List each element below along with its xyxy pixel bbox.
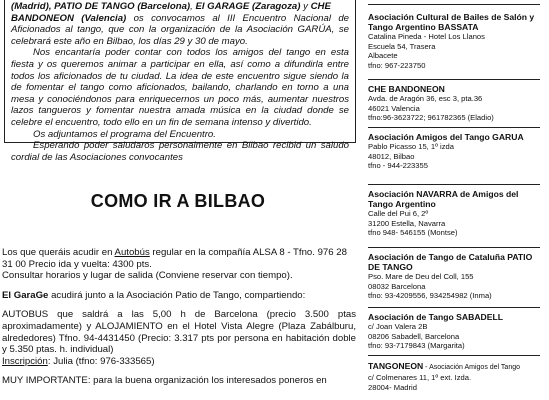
important-note: MUY IMPORTANTE: para la buena organización los interesados poneros en <box>2 375 327 387</box>
garage-paragraph <box>2 290 356 302</box>
program-note: Os adjuntamos el programa del Encuentro. <box>33 128 216 140</box>
org-line: tfno: 93-7179843 (Margarita) <box>368 341 465 350</box>
associations-column <box>368 0 549 400</box>
org-che-bandoneon <box>368 84 542 123</box>
org-line: 48012, Bilbao <box>368 151 415 161</box>
garage-name: El GaraGe <box>2 289 49 301</box>
bus-paragraph <box>2 247 356 270</box>
org-garage: El GARAGE (Zaragoza) <box>195 1 301 12</box>
org-line: Calle del Pui 6, 2º <box>368 209 429 218</box>
org-line: c/ Colmenares 11, 1º ext. Izda. <box>368 373 472 382</box>
garage-text: acudirá junto a la Asociación Patio de Tango, compartiendo: <box>48 289 306 301</box>
org-patio-de-tango <box>368 252 542 301</box>
bus-details: regular en la compañía ALSA 8 - Tfno. 976 28 31 00 Precio ida y vuelta: 4300 pts. <box>2 247 347 270</box>
org-title: Asociación Cultural de Bailes de Salón y Tango Argentino BASSATA <box>368 12 535 32</box>
org-tangoneon <box>368 361 542 392</box>
org-line: tfno:96-3623722; 961782365 (Eladio) <box>368 113 494 122</box>
comma: , <box>190 1 196 12</box>
invitation-text: os convocamos al III Encuentro Nacional de Aficionados al tango, que con la organización de la Asociación GARÚA, se celebrará este año en Bilbao, los días 29 y 30 de mayo. <box>11 12 349 47</box>
invitation-line-1 <box>11 1 349 13</box>
org-patio: PATIO DE TANGO (Barcelona) <box>54 1 191 12</box>
org-line: tfno: 967-223750 <box>368 60 426 70</box>
org-title-suffix: - Asociación Amigos del Tango <box>423 364 520 371</box>
inscription-label: Inscripción <box>2 355 48 367</box>
divider <box>368 184 540 185</box>
org-title: Asociación de Tango SABADELL <box>368 312 503 322</box>
divider <box>368 355 540 356</box>
section-heading: COMO IR A BILBAO <box>90 191 266 211</box>
city-madrid: (Madrid), <box>11 1 55 12</box>
org-line: Albacete <box>368 51 398 60</box>
invitation-box <box>4 0 356 163</box>
travel-info <box>2 247 356 387</box>
org-line: 31200 Estella, Navarra <box>368 218 446 228</box>
org-garua <box>368 132 542 171</box>
org-line: tfno 948- 546155 (Montse) <box>368 228 458 237</box>
org-line: tfno: 93-4209556, 934254982 (Inma) <box>368 291 492 300</box>
bus-hotel-paragraph: AUTOBUS que saldrá a las 5,00 h de Barcelona (precio 3.500 ptas aproximadamente) y ALOJAMIENTO en el Hotel Vista Alegre (Plaza Zabálburu, alrededores) Tfno. 94-4431450 (Precio: 3.317 pts por persona en habitación doble y 5.350 ptas. h. individual) <box>2 309 356 356</box>
org-title <box>368 361 542 373</box>
org-title: Asociación NAVARRA de Amigos del Tango Argentino <box>368 189 519 209</box>
org-line: 08206 Sabadell, Barcelona <box>368 331 460 341</box>
inscription-line <box>2 356 356 368</box>
org-navarra <box>368 189 542 238</box>
divider <box>368 247 540 248</box>
org-line: 28004- Madrid <box>368 382 417 392</box>
autobus-link[interactable]: Autobús <box>114 247 150 258</box>
org-line: 08032 Barcelona <box>368 281 426 291</box>
divider <box>368 4 540 5</box>
org-title: Asociación de Tango de Cataluña PATIO DE TANGO <box>368 252 533 272</box>
org-line: Pablo Picasso 15, 1º izda <box>368 142 454 151</box>
org-line: Escuela 54, Trasera <box>368 41 436 51</box>
divider <box>368 79 540 80</box>
org-title: CHE BANDONEON <box>368 84 445 94</box>
org-line: Pso. Mare de Deu del Coll, 155 <box>368 272 474 281</box>
inscription-contact: : Julia (tfno: 976-333565) <box>47 355 155 367</box>
and-text: y <box>300 1 311 12</box>
org-line: tfno - 944-223355 <box>368 161 428 170</box>
org-line: c/ Joan Valera 2B <box>368 322 428 331</box>
org-che: CHE <box>310 1 331 12</box>
schedule-note: Consultar horarios y lugar de salida (Conviene reservar con tiempo). <box>2 270 293 282</box>
org-bandoneon: BANDONEON (Valencia) <box>11 12 127 24</box>
divider <box>368 127 540 128</box>
org-sabadell <box>368 312 542 351</box>
org-line: Catalina Pineda - Hotel Los Llanos <box>368 32 485 41</box>
org-line: Avda. de Aragón 36, esc 3, pta.36 <box>368 94 483 103</box>
invitation-paragraph: Nos encantaría poder contar con todos los amigos del tango en esta fiesta y os queremos animar a participar en ella, así como a difundirla entre todos los aficionados de tu ciudad. La idea de este encuentro sigue siendo la de fomentar el tango como aficionados, bailando, charlando en torno a una mesa y conociéndonos para enriquecernos un poco más, aumentar nuestros lazos tangueros y fomentar nuestra amada música en la ciudad donde se celebre el encuentro, todo ello en un fin de semana intenso y divertido. <box>11 47 349 128</box>
org-line: 46021 Valencia <box>368 103 420 113</box>
org-bassata <box>368 12 542 70</box>
org-title-main: TANGONEON <box>368 361 424 371</box>
closing-note: Esperando poder saludaros personalmente en Bilbao recibid un saludo cordial de las Asociaciones convocantes <box>11 140 349 163</box>
divider <box>368 307 540 308</box>
bus-intro: Los que queráis acudir en <box>2 247 115 258</box>
org-title: Asociación Amigos del Tango GARUA <box>368 132 524 142</box>
invitation-line-2 <box>11 13 349 48</box>
